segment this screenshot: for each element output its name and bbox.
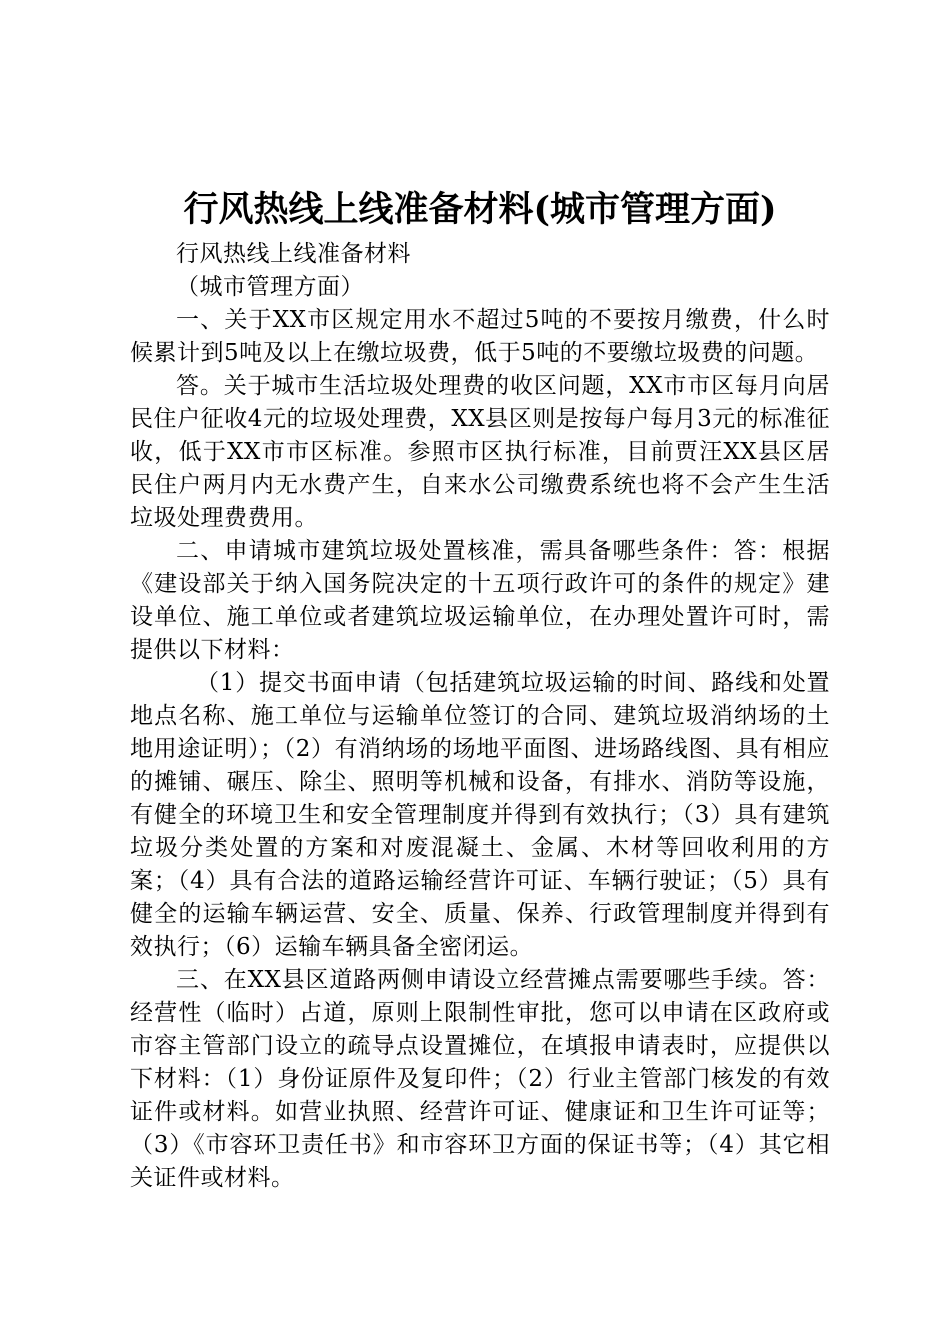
question-one-paragraph: 一、关于XX市区规定用水不超过5吨的不要按月缴费，什么时候累计到5吨及以上在缴垃圾费，低于5吨的不要缴垃圾费的问题。 [130, 307, 830, 366]
subtitle-category: （城市管理方面） [176, 274, 364, 300]
question-three-paragraph: 三、在XX县区道路两侧申请设立经营摊点需要哪些手续。答：经营性（临时）占道，原则上限制性审批，您可以申请在区政府或市容主管部门设立的疏导点设置摊位，在填报申请表时，应提供以下材料：（1）身份证原件及复印件；（2）行业主管部门核发的有效证件或材料。如营业执照、经营许可证、健康证和卫生许可证等；（3）《市容环卫责任书》和市容环卫方面的保证书等；（4）其它相关证件或材料。 [130, 967, 830, 1191]
subtitle-line: 行风热线上线准备材料 [176, 241, 411, 267]
document-title: 行风热线上线准备材料(城市管理方面) [183, 189, 777, 230]
answer-one-paragraph: 答。关于城市生活垃圾处理费的收区问题，XX市市区每月向居民住户征收4元的垃圾处理费，XX县区则是按每户每月3元的标准征收，低于XX市市区标准。参照市区执行标准，目前贾汪XX县区居民住户两月内无水费产生，自来水公司缴费系统也将不会产生生活垃圾处理费费用。 [130, 373, 830, 531]
materials-list-paragraph: （1）提交书面申请（包括建筑垃圾运输的时间、路线和处置地点名称、施工单位与运输单位签订的合同、建筑垃圾消纳场的土地用途证明）；（2）有消纳场的场地平面图、进场路线图、具有相应的摊铺、碾压、除尘、照明等机械和设备，有排水、消防等设施，有健全的环境卫生和安全管理制度并得到有效执行；（3）具有建筑垃圾分类处置的方案和对废混凝土、金属、木材等回收利用的方案；（4）具有合法的道路运输经营许可证、车辆行驶证；（5）具有健全的运输车辆运营、安全、质量、保养、行政管理制度并得到有效执行；（6）运输车辆具备全密闭运。 [130, 670, 830, 960]
question-two-paragraph: 二、申请城市建筑垃圾处置核准，需具备哪些条件：答：根据《建设部关于纳入国务院决定的十五项行政许可的条件的规定》建设单位、施工单位或者建筑垃圾运输单位，在办理处置许可时，需提供以下材料： [130, 538, 830, 663]
document-page [130, 186, 830, 1195]
